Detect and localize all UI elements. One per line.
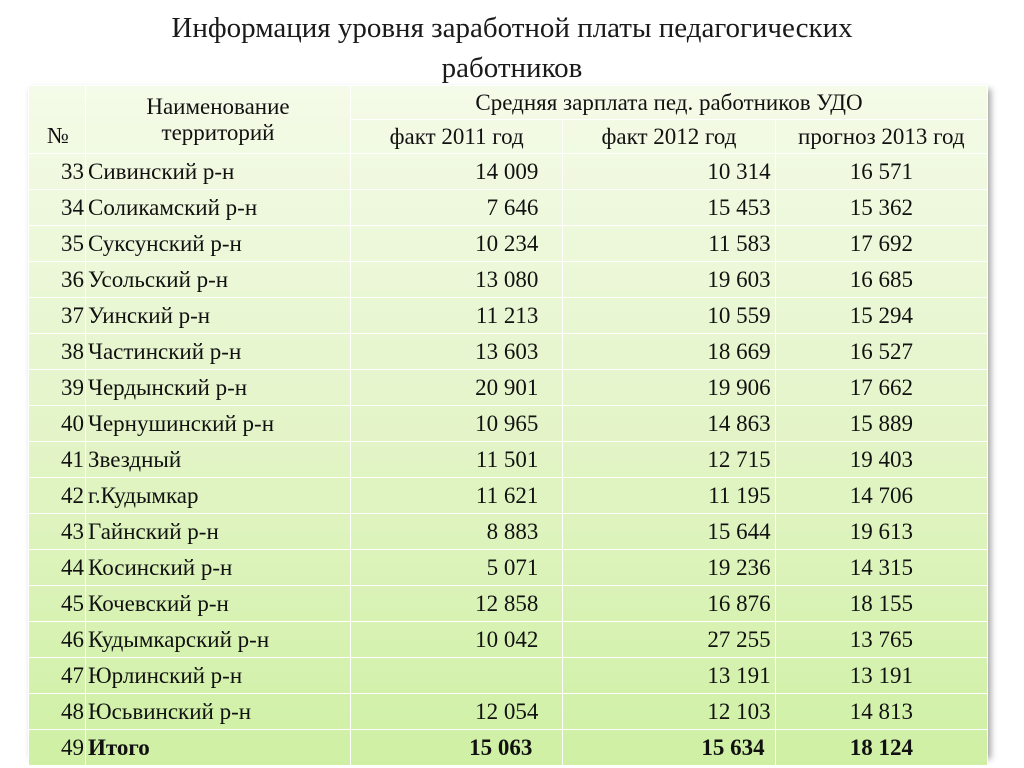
cell-2012: 10 559: [563, 298, 775, 334]
cell-2011: 5 071: [351, 550, 563, 586]
cell-2012: 19 906: [563, 370, 775, 406]
cell-num: 47: [29, 658, 86, 694]
page-title-line-2: работников: [441, 52, 583, 84]
table-row: [29, 478, 988, 514]
table-row: [29, 190, 988, 226]
cell-num: 38: [29, 334, 86, 370]
cell-2013: 17 662: [775, 370, 987, 406]
cell-2012: 19 603: [563, 262, 775, 298]
page-title: [0, 8, 1024, 88]
cell-2011: 12 054: [351, 694, 563, 730]
table-row: [29, 226, 988, 262]
total-cell-num: 49: [29, 730, 86, 766]
cell-2012: 19 236: [563, 550, 775, 586]
header-group: Средняя зарплата пед. работников УДО: [351, 86, 988, 120]
cell-2011: 11 501: [351, 442, 563, 478]
cell-num: 37: [29, 298, 86, 334]
cell-2013: 14 813: [775, 694, 987, 730]
cell-2011: 10 965: [351, 406, 563, 442]
total-row: [29, 730, 988, 766]
cell-name: Гайнский р-н: [86, 514, 351, 550]
total-cell-2013: 18 124: [775, 730, 987, 766]
cell-2012: 14 863: [563, 406, 775, 442]
cell-2011: 13 080: [351, 262, 563, 298]
cell-num: 43: [29, 514, 86, 550]
cell-num: 46: [29, 622, 86, 658]
cell-num: 41: [29, 442, 86, 478]
table-body: [29, 154, 988, 766]
cell-2013: 14 706: [775, 478, 987, 514]
cell-2011: 7 646: [351, 190, 563, 226]
total-cell-2011: 15 063: [351, 730, 563, 766]
cell-2013: 15 889: [775, 406, 987, 442]
cell-name: Кудымкарский р-н: [86, 622, 351, 658]
cell-2013: 17 692: [775, 226, 987, 262]
cell-2012: 18 669: [563, 334, 775, 370]
table-row: [29, 154, 988, 190]
cell-name: Звездный: [86, 442, 351, 478]
cell-num: 33: [29, 154, 86, 190]
header-col-2012: факт 2012 год: [563, 120, 775, 154]
table-row: [29, 694, 988, 730]
cell-num: 44: [29, 550, 86, 586]
header-num: №: [29, 86, 86, 154]
cell-2011: [351, 658, 563, 694]
cell-num: 36: [29, 262, 86, 298]
cell-2013: 19 403: [775, 442, 987, 478]
cell-2011: 10 234: [351, 226, 563, 262]
cell-num: 42: [29, 478, 86, 514]
cell-2012: 16 876: [563, 586, 775, 622]
table-row: [29, 442, 988, 478]
total-cell-2012: 15 634: [563, 730, 775, 766]
cell-2011: 11 213: [351, 298, 563, 334]
cell-name: Суксунский р-н: [86, 226, 351, 262]
cell-name: Частинский р-н: [86, 334, 351, 370]
cell-2012: 11 195: [563, 478, 775, 514]
cell-2013: 16 685: [775, 262, 987, 298]
table-row: [29, 406, 988, 442]
header-name: Наименование территорий: [86, 86, 351, 154]
cell-2011: 14 009: [351, 154, 563, 190]
cell-name: Усольский р-н: [86, 262, 351, 298]
cell-num: 40: [29, 406, 86, 442]
cell-name: Юсьвинский р-н: [86, 694, 351, 730]
cell-2013: 13 765: [775, 622, 987, 658]
header-col-2011: факт 2011 год: [351, 120, 563, 154]
table-row: [29, 658, 988, 694]
cell-2012: 15 453: [563, 190, 775, 226]
cell-2011: 8 883: [351, 514, 563, 550]
cell-2013: 15 294: [775, 298, 987, 334]
cell-2012: 15 644: [563, 514, 775, 550]
page-title-line-1: Информация уровня заработной платы педагогических: [171, 12, 853, 44]
cell-num: 39: [29, 370, 86, 406]
table-row: [29, 370, 988, 406]
header-col-2013: прогноз 2013 год: [775, 120, 987, 154]
cell-name: Уинский р-н: [86, 298, 351, 334]
table-row: [29, 262, 988, 298]
cell-name: г.Кудымкар: [86, 478, 351, 514]
cell-name: Сивинский р-н: [86, 154, 351, 190]
cell-2013: 18 155: [775, 586, 987, 622]
cell-2013: 16 527: [775, 334, 987, 370]
cell-name: Юрлинский р-н: [86, 658, 351, 694]
cell-2011: 10 042: [351, 622, 563, 658]
cell-2013: 14 315: [775, 550, 987, 586]
table-row: [29, 550, 988, 586]
cell-2012: 27 255: [563, 622, 775, 658]
cell-2012: 10 314: [563, 154, 775, 190]
cell-2012: 11 583: [563, 226, 775, 262]
cell-2011: 13 603: [351, 334, 563, 370]
cell-2011: 12 858: [351, 586, 563, 622]
table-row: [29, 514, 988, 550]
cell-name: Соликамский р-н: [86, 190, 351, 226]
cell-2013: 16 571: [775, 154, 987, 190]
cell-2012: 12 715: [563, 442, 775, 478]
table-row: [29, 334, 988, 370]
cell-num: 45: [29, 586, 86, 622]
table-row: [29, 622, 988, 658]
cell-name: Чернушинский р-н: [86, 406, 351, 442]
cell-2011: 20 901: [351, 370, 563, 406]
table-row: [29, 298, 988, 334]
salary-table: [28, 85, 988, 766]
cell-2011: 11 621: [351, 478, 563, 514]
cell-num: 35: [29, 226, 86, 262]
cell-2013: 19 613: [775, 514, 987, 550]
cell-num: 48: [29, 694, 86, 730]
salary-table-container: [28, 85, 988, 760]
cell-2013: 13 191: [775, 658, 987, 694]
cell-num: 34: [29, 190, 86, 226]
table-row: [29, 586, 988, 622]
total-cell-name: Итого: [86, 730, 351, 766]
cell-name: Кочевский р-н: [86, 586, 351, 622]
cell-2013: 15 362: [775, 190, 987, 226]
cell-2012: 13 191: [563, 658, 775, 694]
cell-name: Косинский р-н: [86, 550, 351, 586]
cell-2012: 12 103: [563, 694, 775, 730]
cell-name: Чердынский р-н: [86, 370, 351, 406]
